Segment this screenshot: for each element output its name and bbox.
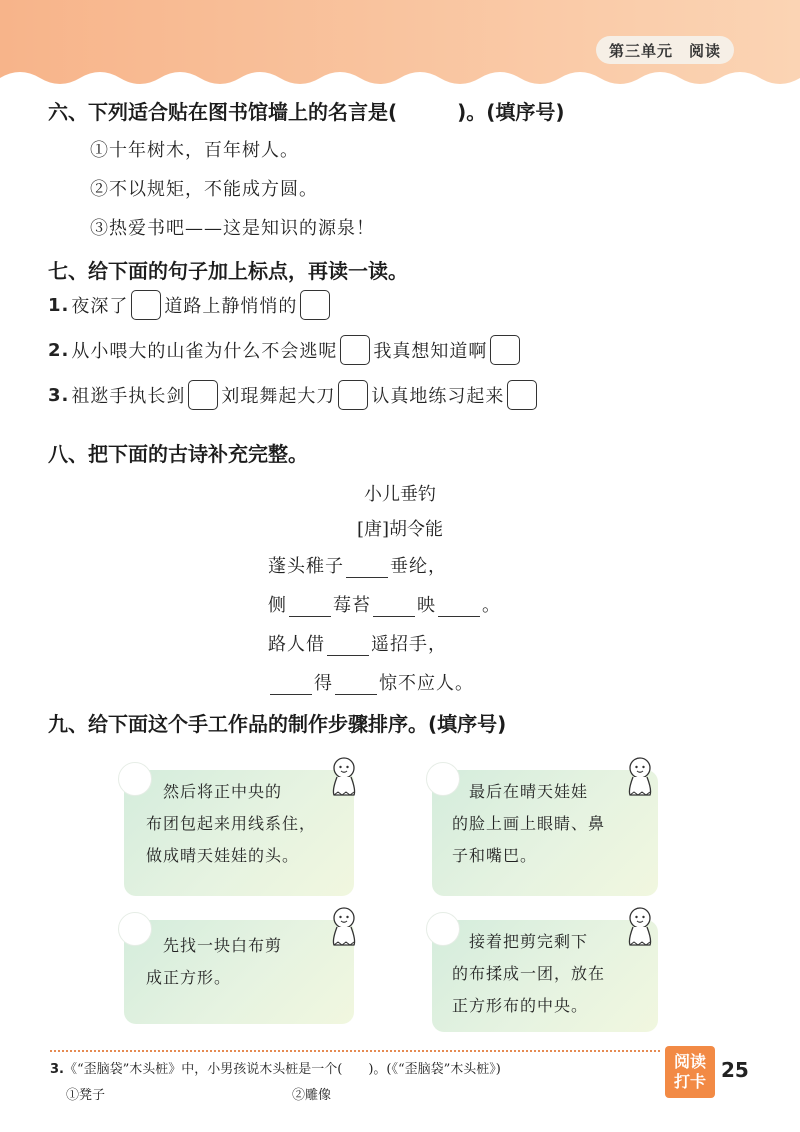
- card-line: 正方形布的中央。: [452, 996, 589, 1015]
- punctuation-box[interactable]: [338, 380, 368, 410]
- poem-line-2: [268, 591, 501, 617]
- poem-text: 惊不应人。: [379, 673, 474, 694]
- poem-text: 垂纶，: [390, 556, 447, 577]
- poem-line-3: [268, 630, 447, 656]
- card-text: [452, 926, 605, 1022]
- unit-label: 第三单元 阅读: [596, 36, 734, 64]
- card-text: [452, 776, 605, 872]
- footer-question: [50, 1058, 501, 1077]
- poem-title: 小儿垂钓: [364, 484, 436, 505]
- card-line: 做成晴天娃娃的头。: [146, 846, 300, 865]
- step-card: [124, 920, 354, 1024]
- poem-text: 莓苔: [333, 595, 371, 616]
- sunny-doll-icon: [330, 906, 358, 948]
- card-line: 成正方形。: [146, 968, 232, 987]
- step-card: [432, 770, 658, 896]
- poem-text: 。: [482, 595, 501, 616]
- sentence-part: 夜深了: [71, 296, 129, 317]
- footer-question-number: 3.: [50, 1062, 64, 1077]
- fill-blank[interactable]: [289, 597, 331, 617]
- q7-sentence-3: [48, 378, 540, 412]
- card-line: 接着把剪完剩下: [452, 932, 589, 951]
- sentence-number: 2.: [48, 339, 70, 361]
- punctuation-box[interactable]: [188, 380, 218, 410]
- card-text: [146, 930, 282, 994]
- sentence-part: 刘琨舞起大刀: [221, 386, 336, 407]
- card-line: 的布揉成一团，放在: [452, 964, 606, 983]
- sentence-part: 我真想知道啊: [373, 341, 488, 362]
- card-line: 然后将正中央的: [146, 782, 283, 801]
- footer-divider: [50, 1050, 660, 1052]
- q7-title: 七、给下面的句子加上标点，再读一读。: [48, 259, 408, 283]
- q6-option-3: ③热爱书吧——这是知识的源泉！: [90, 218, 375, 239]
- punctuation-box[interactable]: [490, 335, 520, 365]
- sentence-part: 从小喂大的山雀为什么不会逃呢: [71, 341, 338, 362]
- punctuation-box[interactable]: [340, 335, 370, 365]
- punctuation-box[interactable]: [507, 380, 537, 410]
- card-line: 先找一块白布剪: [146, 936, 283, 955]
- punctuation-box[interactable]: [300, 290, 330, 320]
- page-number: 25: [721, 1058, 749, 1082]
- q7-sentence-1: [48, 288, 333, 322]
- fill-blank[interactable]: [327, 636, 369, 656]
- fill-blank[interactable]: [335, 675, 377, 695]
- q6-option-1: ①十年树木，百年树人。: [90, 140, 299, 161]
- card-line: 布团包起来用线系住，: [146, 814, 317, 833]
- q6-title: 六、下列适合贴在图书馆墙上的名言是( )。(填序号): [48, 100, 565, 124]
- poem-text: 蓬头稚子: [268, 556, 344, 577]
- card-text: [146, 776, 316, 872]
- q9-title: 九、给下面这个手工作品的制作步骤排序。(填序号): [48, 712, 507, 736]
- card-line: 子和嘴巴。: [452, 846, 538, 865]
- sentence-part: 道路上静悄悄的: [164, 296, 298, 317]
- footer-option-1: ①凳子: [66, 1088, 106, 1103]
- sentence-number: 3.: [48, 384, 70, 406]
- fill-blank[interactable]: [438, 597, 480, 617]
- poem-line-1: [268, 552, 447, 578]
- footer-option-2: ②雕像: [292, 1088, 332, 1103]
- poem-text: 映: [417, 595, 436, 616]
- footer-question-text: 《“歪脑袋”木头桩》中，小男孩说木头桩是一个( )。(《“歪脑袋”木头桩》): [63, 1062, 501, 1077]
- poem-text: 遥招手，: [371, 634, 447, 655]
- fill-blank[interactable]: [346, 558, 388, 578]
- sentence-part: 认真地练习起来: [371, 386, 505, 407]
- badge-label-bottom: 打卡: [673, 1072, 706, 1091]
- q7-sentence-2: [48, 333, 523, 367]
- q6-option-2: ②不以规矩，不能成方圆。: [90, 179, 318, 200]
- sunny-doll-icon: [330, 756, 358, 798]
- sentence-part: 祖逖手执长剑: [71, 386, 186, 407]
- poem-text: 得: [314, 673, 333, 694]
- sunny-doll-icon: [626, 906, 654, 948]
- step-card: [124, 770, 354, 896]
- badge-label-top: 阅读: [673, 1052, 706, 1071]
- step-card: [432, 920, 658, 1032]
- fill-blank[interactable]: [270, 675, 312, 695]
- reading-checkin-badge: [665, 1046, 715, 1098]
- fill-blank[interactable]: [373, 597, 415, 617]
- punctuation-box[interactable]: [131, 290, 161, 320]
- poem-author: [唐]胡令能: [356, 519, 444, 540]
- sunny-doll-icon: [626, 756, 654, 798]
- card-line: 最后在晴天娃娃: [452, 782, 589, 801]
- sentence-number: 1.: [48, 294, 70, 316]
- poem-text: 路人借: [268, 634, 325, 655]
- q8-title: 八、把下面的古诗补充完整。: [48, 442, 308, 466]
- poem-line-4: [268, 669, 474, 695]
- poem-text: 侧: [268, 595, 287, 616]
- card-line: 的脸上画上眼睛、鼻: [452, 814, 606, 833]
